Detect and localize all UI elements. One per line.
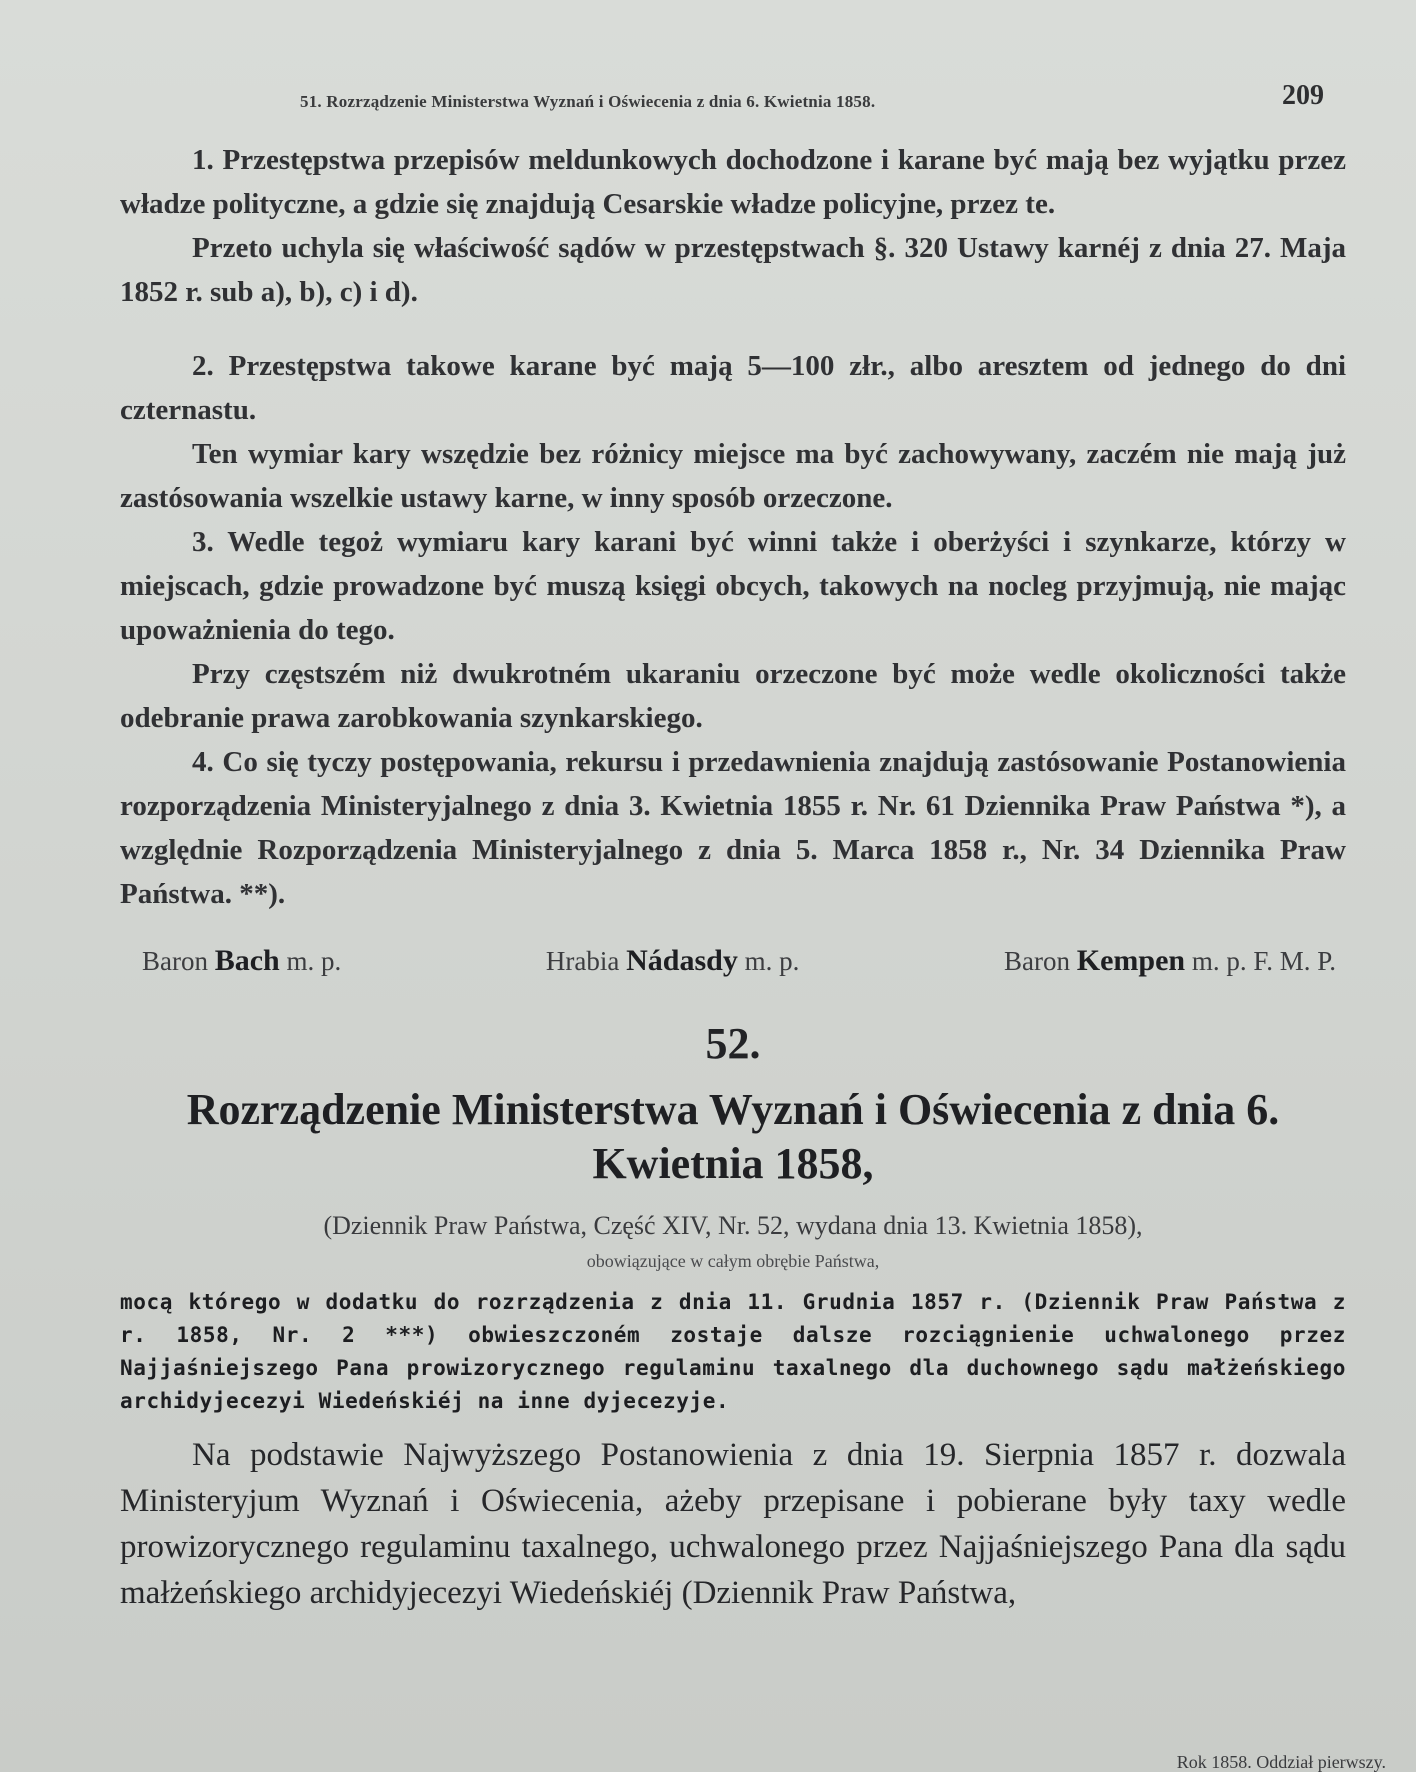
- statute-body: [120, 138, 1346, 916]
- section-scope: obowiązujące w całym obrębie Państwa,: [586, 1251, 880, 1271]
- section-title: Rozrządzenie Ministerstwa Wyznań i Oświecenia z dnia 6. Kwietnia 1858,: [186, 1085, 1280, 1188]
- signature-suffix: m. p.: [286, 946, 342, 976]
- signature-title: Baron: [1004, 946, 1071, 976]
- page-number: 209: [1282, 80, 1324, 111]
- paragraph-2: 2. Przestępstwa takowe karane być mają 5—100 złr., albo aresztem od jednego do dni czternastu.: [120, 350, 1346, 426]
- section-number: 52.: [705, 1019, 761, 1068]
- paragraph-3: 3. Wedle tegoż wymiaru kary karani być winni także i oberżyści i szynkarze, którzy w miejscach, gdzie prowadzone być muszą księgi obcych, takowych na nocleg przyjmują, nie mając upoważnienia do tego.: [120, 526, 1346, 646]
- paragraph-3-note: Przy częstszém niż dwukrotném ukaraniu orzeczone być może wedle okoliczności także odebranie prawa zarobkowania szynkarskiego.: [120, 658, 1346, 734]
- signature-name: Nádasdy: [626, 944, 738, 977]
- signature-title: Baron: [142, 946, 208, 976]
- signature-line: [120, 944, 1346, 978]
- section-body: Na podstawie Najwyższego Postanowienia z dnia 19. Sierpnia 1857 r. dozwala Ministeryjum Wyznań i Oświecenia, ażeby przepisane i pobierane były taxy wedle prowizorycznego regulaminu taxalnego, uchwalonego przez Najjaśniejszego Pana dla sądu małżeńskiego archidyjecezyi Wiedeńskiéj (Dziennik Praw Państwa,: [120, 1437, 1346, 1611]
- signature-kempen: [1004, 944, 1336, 978]
- signature-title: Hrabia: [545, 946, 620, 976]
- signature-nadasdy: [546, 944, 799, 978]
- section-source: (Dziennik Praw Państwa, Część XIV, Nr. 52, wydana dnia 13. Kwietnia 1858),: [323, 1211, 1143, 1240]
- paragraph-1-note: Przeto uchyla się właściwość sądów w przestępstwach §. 320 Ustawy karnéj z dnia 27. Maja 1852 r. sub a), b), c) i d).: [120, 232, 1346, 308]
- section-summary: mocą którego w dodatku do rozrządzenia z dnia 11. Grudnia 1857 r. (Dziennik Praw Państwa z r. 1858, Nr. 2 ***) obwieszczoném zostaje dalsze rozciągnienie uchwalonego przez Najjaśniejszego Pana prowizorycznego regulaminu taxalnego dla duchownego sądu małżeńskiego archidyjecezyi Wiedeńskiéj na inne dyjecezyje.: [120, 1290, 1346, 1413]
- signature-name: Bach: [214, 944, 280, 977]
- signature-name: Kempen: [1076, 944, 1186, 977]
- footer-fragment: Rok 1858. Oddział pierwszy.: [1176, 1752, 1386, 1772]
- signature-suffix: m. p.: [744, 946, 800, 976]
- running-head: 51. Rozrządzenie Ministerstwa Wyznań i Oświecenia z dnia 6. Kwietnia 1858.: [300, 92, 876, 111]
- paragraph-2-note: Ten wymiar kary wszędzie bez różnicy miejsce ma być zachowywany, zaczém nie mają już zastósowania wszelkie ustawy karne, w inny sposób orzeczone.: [120, 438, 1346, 514]
- spacer: [120, 314, 1346, 344]
- page-header: [120, 72, 1346, 112]
- signature-suffix: m. p. F. M. P.: [1191, 946, 1336, 976]
- paragraph-1: 1. Przestępstwa przepisów meldunkowych dochodzone i karane być mają bez wyjątku przez władze polityczne, a gdzie się znajdują Cesarskie władze policyjne, przez te.: [120, 144, 1346, 220]
- paragraph-4: 4. Co się tyczy postępowania, rekursu i przedawnienia znajdują zastósowanie Postanowienia rozporządzenia Ministeryjalnego z dnia 3. Kwietnia 1855 r. Nr. 61 Dziennika Praw Państwa *), a względnie Rozporządzenia Ministeryjalnego z dnia 5. Marca 1858 r., Nr. 34 Dziennika Praw Państwa. **).: [120, 746, 1346, 910]
- signature-bach: [142, 944, 341, 978]
